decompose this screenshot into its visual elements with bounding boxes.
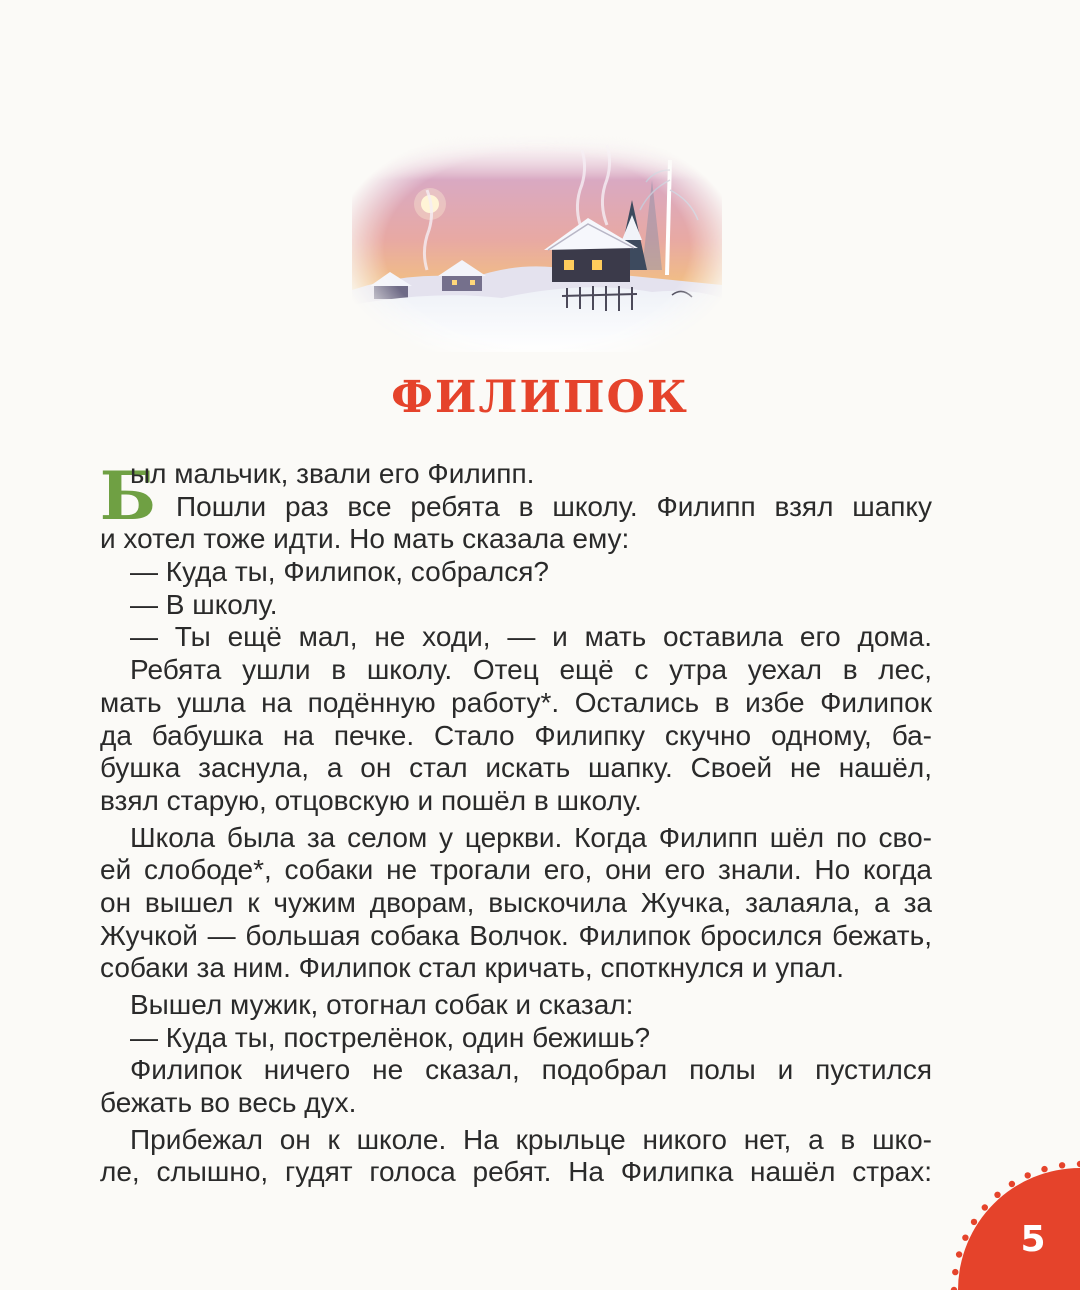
page-title: ФИЛИПОК	[391, 372, 689, 423]
corner-dot	[1041, 1166, 1047, 1172]
text-line: — В школу.	[130, 588, 278, 620]
corner-dot	[1009, 1181, 1015, 1187]
dropcap-letter: Б	[99, 457, 157, 535]
text-line: мать ушла на подённую работу*. Остались в избе Филипок	[100, 686, 932, 718]
corner-dot	[994, 1192, 1000, 1198]
text-line: бежать во весь дух.	[100, 1087, 357, 1119]
text-line: Жучкой — большая собака Волчок. Филипок бросился бежать,	[100, 919, 932, 951]
corner-dot	[962, 1235, 968, 1241]
text-line: Школа была за селом у церкви. Когда Филипп шёл по сво-	[130, 821, 932, 853]
corner-dot	[1059, 1162, 1065, 1168]
text-line: да бабушка на печке. Стало Филипку скучно одному, ба-	[100, 719, 932, 751]
text-line: Филипок ничего не сказал, подобрал полы и пустился	[130, 1054, 932, 1086]
text-line: собаки за ним. Филипок стал кричать, споткнулся и упал.	[100, 952, 845, 984]
corner-dot	[971, 1219, 977, 1225]
text-line: Ребята ушли в школу. Отец ещё с утра уехал в лес,	[130, 654, 932, 686]
corner-dot	[952, 1269, 958, 1275]
corner-dot	[1025, 1172, 1031, 1178]
story-text	[100, 458, 932, 1189]
text-line: ыл мальчик, звали его Филипп.	[130, 458, 535, 489]
text-line: — Ты ещё мал, не ходи, — и мать оставила его дома.	[130, 621, 932, 653]
winter-village-illustration	[352, 120, 722, 352]
text-line: Вышел мужик, отогнал собак и сказал:	[130, 989, 634, 1020]
text-line: ей слободе*, собаки не трогали его, они его знали. Но когда	[100, 854, 932, 886]
text-line: взял старую, отцовскую и пошёл в школу.	[100, 784, 642, 816]
page-number: 5	[1020, 1219, 1046, 1260]
text-line: Пошли раз все ребята в школу. Филипп взял шапку	[176, 490, 932, 522]
text-line: он вышел к чужим дворам, выскочила Жучка, залаяла, а за	[100, 886, 932, 918]
text-line: ле, слышно, гудят голоса ребят. На Филипка нашёл страх:	[100, 1156, 932, 1188]
text-line: и хотел тоже идти. Но мать сказала ему:	[100, 523, 630, 555]
corner-dot	[982, 1204, 988, 1210]
text-line: бушка заснула, а он стал искать шапку. Своей не нашёл,	[100, 752, 932, 784]
corner-dot	[956, 1251, 962, 1257]
text-line: — Куда ты, пострелёнок, один бежишь?	[130, 1021, 651, 1053]
text-line: — Куда ты, Филипок, собрался?	[130, 556, 549, 588]
text-line: Прибежал он к школе. На крыльце никого нет, а в шко-	[130, 1123, 932, 1155]
